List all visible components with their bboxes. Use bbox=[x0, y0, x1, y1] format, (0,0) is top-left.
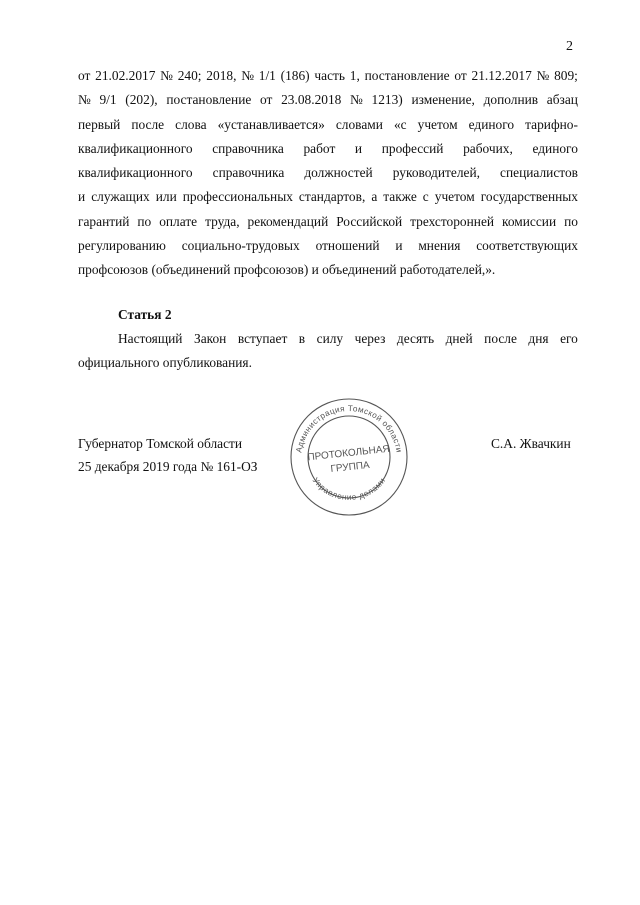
word: квалификационного bbox=[78, 140, 193, 156]
word: от bbox=[454, 68, 467, 83]
word: 809; bbox=[554, 68, 578, 83]
word: социально-трудовых bbox=[181, 238, 300, 254]
word: руководителей, bbox=[392, 165, 480, 181]
signatory-title: Губернатор Томской области bbox=[78, 436, 243, 451]
signatory-name: С.А. Жвачкин bbox=[491, 436, 571, 451]
word: дней bbox=[445, 331, 473, 346]
word: 1213) bbox=[371, 92, 403, 108]
word: по bbox=[137, 213, 152, 229]
text-line bbox=[78, 113, 578, 137]
word: постановление bbox=[364, 68, 450, 83]
word: учетом bbox=[417, 116, 458, 132]
word: № bbox=[160, 68, 173, 83]
official-stamp bbox=[287, 395, 412, 520]
word: стандартов, bbox=[298, 189, 366, 205]
word: № bbox=[350, 92, 363, 108]
word: справочника bbox=[212, 165, 285, 181]
svg-text:Управление делами: Управление делами bbox=[310, 475, 388, 502]
word: профессиональных bbox=[182, 189, 293, 205]
text-line bbox=[78, 88, 578, 112]
word: слова bbox=[175, 116, 207, 132]
word: (202), bbox=[125, 92, 158, 108]
word: дня bbox=[528, 331, 549, 346]
article-text-line-last: официального опубликования. bbox=[78, 355, 252, 371]
article-heading: Статья 2 bbox=[118, 307, 172, 322]
word: и bbox=[78, 189, 86, 205]
word: профессий bbox=[381, 140, 444, 156]
word: Российской bbox=[336, 213, 403, 229]
word: через bbox=[354, 331, 386, 346]
word: единого bbox=[468, 116, 515, 132]
word: дополнив bbox=[483, 92, 539, 108]
word: 9/1 bbox=[99, 92, 117, 108]
word: (186) bbox=[280, 68, 310, 83]
word: словами bbox=[335, 116, 383, 132]
word: рекомендаций bbox=[247, 213, 329, 229]
word: служащих bbox=[91, 189, 150, 205]
word: работ bbox=[303, 140, 336, 156]
word: также bbox=[383, 189, 417, 205]
word: трехсторонней bbox=[410, 213, 495, 229]
word: регулированию bbox=[78, 238, 166, 254]
word: соответствующих bbox=[476, 238, 578, 254]
word: 1/1 bbox=[258, 68, 276, 83]
article-text-line bbox=[78, 327, 578, 351]
word: № bbox=[241, 68, 254, 83]
word: должностей bbox=[304, 165, 373, 181]
word: Настоящий bbox=[118, 331, 183, 346]
word: от bbox=[260, 92, 273, 108]
word: мнения bbox=[418, 238, 461, 254]
word: государственных bbox=[480, 189, 578, 205]
word: силу bbox=[316, 331, 344, 346]
word: вступает bbox=[237, 331, 288, 346]
word: часть bbox=[314, 68, 346, 83]
word: справочника bbox=[212, 140, 284, 156]
law-date-number: 25 декабря 2019 года № 161-ОЗ bbox=[78, 459, 258, 474]
word: в bbox=[298, 331, 306, 346]
word: после bbox=[131, 116, 165, 132]
page-number: 2 bbox=[566, 39, 573, 54]
word: «с bbox=[393, 116, 407, 132]
word: квалификационного bbox=[78, 165, 193, 181]
word: Закон bbox=[193, 331, 227, 346]
word: 1, bbox=[349, 68, 360, 83]
text-line bbox=[78, 64, 578, 88]
text-line bbox=[78, 185, 578, 209]
word: № bbox=[78, 92, 91, 108]
word: по bbox=[564, 213, 578, 229]
paragraph-amendment bbox=[78, 64, 578, 283]
word: изменение, bbox=[411, 92, 475, 108]
word: труда, bbox=[205, 213, 240, 229]
svg-text:ПРОТОКОЛЬНАЯ: ПРОТОКОЛЬНАЯ bbox=[307, 443, 391, 464]
word: от bbox=[78, 68, 91, 83]
text-line bbox=[78, 161, 578, 185]
word: единого bbox=[532, 140, 578, 156]
word: «устанавливается» bbox=[217, 116, 325, 132]
word: тарифно- bbox=[525, 116, 578, 132]
word: с bbox=[422, 189, 429, 205]
word: 23.08.2018 bbox=[281, 92, 342, 108]
word: 240; bbox=[177, 68, 202, 83]
word: учетом bbox=[434, 189, 475, 205]
word: и bbox=[395, 238, 403, 254]
word: № bbox=[536, 68, 550, 83]
word: комиссии bbox=[502, 213, 557, 229]
word: 21.02.2017 bbox=[95, 68, 156, 83]
word: 21.12.2017 bbox=[471, 68, 532, 83]
word: и bbox=[354, 140, 363, 156]
text-line bbox=[78, 234, 578, 258]
word: специалистов bbox=[500, 165, 578, 181]
text-line bbox=[78, 210, 578, 234]
word: постановление bbox=[166, 92, 252, 108]
word: после bbox=[484, 331, 517, 346]
stamp-seal-icon bbox=[287, 395, 412, 520]
word: отношений bbox=[315, 238, 380, 254]
word: абзац bbox=[546, 92, 578, 108]
text-line-last: профсоюзов (объединений профсоюзов) и объединений работодателей,». bbox=[78, 262, 496, 278]
svg-text:ГРУППА: ГРУППА bbox=[329, 459, 371, 475]
text-line bbox=[78, 137, 578, 161]
word: гарантий bbox=[78, 213, 130, 229]
word: десять bbox=[396, 331, 435, 346]
word: а bbox=[371, 189, 378, 205]
word: рабочих, bbox=[463, 140, 513, 156]
word: его bbox=[560, 331, 578, 346]
word: 2018, bbox=[206, 68, 237, 83]
word: или bbox=[155, 189, 177, 205]
svg-text:Администрация Томской области: Администрация Томской области bbox=[294, 403, 404, 454]
word: первый bbox=[78, 116, 121, 132]
word: оплате bbox=[159, 213, 198, 229]
